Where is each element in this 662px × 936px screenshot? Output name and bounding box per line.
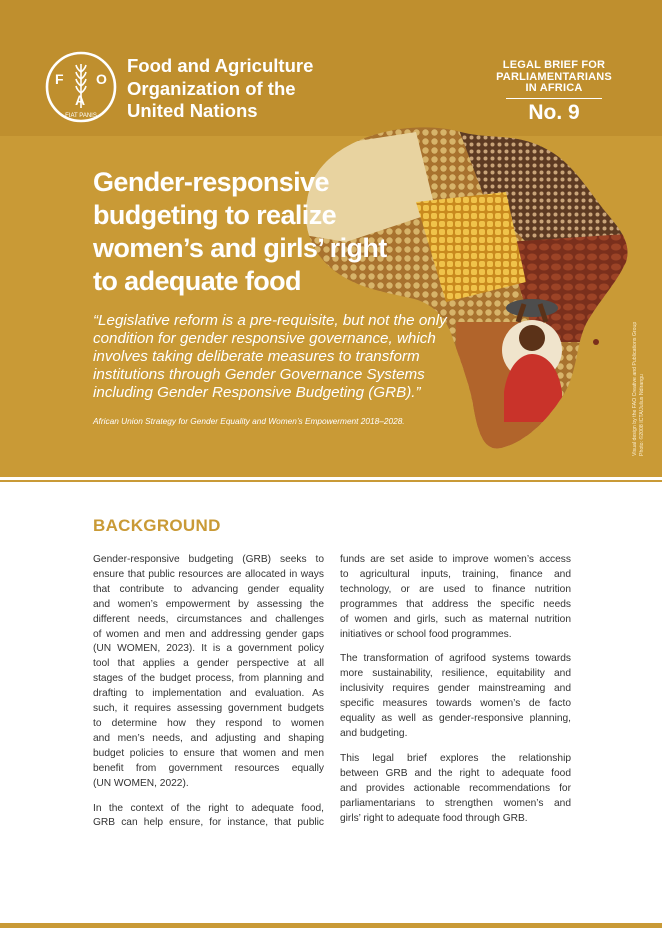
text-line: different needs, circumstances and challenges <box>93 613 324 625</box>
text-line: specific measures towards women’s de facto <box>340 698 571 710</box>
org-name-line: Organization of the <box>127 77 296 99</box>
text-line: In the context of the right to adequate food, <box>93 802 324 814</box>
credit-line: Visual design by the FAO Creative and Publications Group <box>632 321 638 456</box>
text-line: technology, or are used to finance nutrition <box>340 583 571 595</box>
text-line: benefit from government resources equally <box>93 762 324 774</box>
brief-line: LEGAL BRIEF FOR <box>502 59 606 71</box>
text-line: inclusivity requires gender mainstreaming and <box>340 683 571 695</box>
text-line: ensure that public resources are allocated in ways <box>93 568 324 580</box>
paragraph <box>340 752 571 827</box>
text-line: that contribute to advancing gender equality <box>93 583 324 595</box>
title-line: Gender-responsive <box>93 167 329 197</box>
photo-credit <box>632 316 646 456</box>
text-line: and provides actionable recommendations for <box>340 782 571 794</box>
page-title <box>93 166 393 298</box>
text-line: girls’ right to adequate food through GRB. <box>340 812 528 824</box>
footer-divider <box>0 923 662 928</box>
quote-line: including Gender Responsive Budgeting (GRB).” <box>93 384 421 401</box>
paragraph <box>93 553 324 792</box>
title-line: budgeting to realize <box>93 200 337 230</box>
quote-line: condition for gender responsive governance, which <box>93 330 436 347</box>
text-line: more sustainability, resilience, equitability and <box>340 668 571 680</box>
org-name-line: Food and Agriculture <box>127 55 314 76</box>
epigraph-quote <box>93 312 453 402</box>
text-line: of women and girls, such as maternal nutrition <box>340 613 571 625</box>
logo-letter-f: F <box>55 71 64 87</box>
quote-line: “Legislative reform is a pre-requisite, but not the only <box>93 312 447 329</box>
divider-thick <box>0 472 662 477</box>
divider-thin <box>0 480 662 482</box>
text-line: This legal brief explores the relationship <box>340 752 571 764</box>
text-line: tool that applies a gender perspective at all <box>93 658 324 670</box>
paragraph <box>340 652 571 741</box>
brief-number: No. 9 <box>528 100 580 124</box>
brief-line: IN AFRICA <box>525 82 583 94</box>
text-line: (UN WOMEN, 2023). It is a government policy <box>93 643 324 655</box>
text-column-left <box>93 553 324 841</box>
text-line: programmes that address the specific needs <box>340 598 571 610</box>
text-line: stages of the budget process, from planning and <box>93 673 324 685</box>
fao-logo <box>44 50 118 124</box>
title-line: women’s and girls’ right <box>93 233 387 263</box>
text-line: such, it requires assessing government budgets <box>93 703 324 715</box>
quote-line: institutions through Gender Governance Systems <box>93 366 425 383</box>
text-line: The transformation of agrifood systems towards <box>340 653 571 665</box>
text-line: equality as well as gender-responsive planning, <box>340 713 571 725</box>
text-line: funds are set aside to improve women’s access <box>340 554 571 565</box>
text-column-right <box>340 553 571 836</box>
paragraph <box>340 553 571 642</box>
quote-source: African Union Strategy for Gender Equality and Women’s Empowerment 2018–2028. <box>93 416 405 426</box>
org-name-line: United Nations <box>127 100 258 121</box>
credit-line: Photo: ©2008 ICTA/Julius Ndirangu <box>639 374 645 456</box>
text-line: and men’s needs, and adjusting and shaping <box>93 732 324 744</box>
paragraph <box>93 802 324 832</box>
logo-letter-a: A <box>75 92 86 108</box>
text-line: initiatives or school food programmes. <box>340 628 512 640</box>
logo-letter-o: O <box>96 71 107 87</box>
text-line: to agricultural inputs, training, finance and <box>340 568 571 580</box>
brief-line: PARLIAMENTARIANS <box>496 70 612 83</box>
text-line: to determine how they respond to women <box>93 717 324 729</box>
text-line: GRB can help ensure, for instance, that public <box>93 817 324 829</box>
quote-line: involves taking deliberate measures to transform <box>93 348 420 365</box>
text-line: and women’s empowerment by assessing the <box>93 598 324 610</box>
text-line: and budgeting. <box>340 727 408 739</box>
text-line: Gender-responsive budgeting (GRB) seeks to <box>93 554 324 565</box>
text-line: budget policies to ensure that women and men <box>93 747 324 759</box>
text-line: between GRB and the right to adequate food <box>340 767 571 779</box>
text-line: of women and men and addressing gender gaps <box>93 628 324 640</box>
title-line: to adequate food <box>93 266 301 296</box>
text-line: parliamentarians to strengthen women’s and <box>340 797 571 809</box>
text-line: (UN WOMEN, 2022). <box>93 777 189 789</box>
logo-motto: FIAT PANIS <box>65 113 97 119</box>
text-line: drafting to implementation and evaluation. As <box>93 688 324 700</box>
section-heading-background: BACKGROUND <box>93 516 221 535</box>
